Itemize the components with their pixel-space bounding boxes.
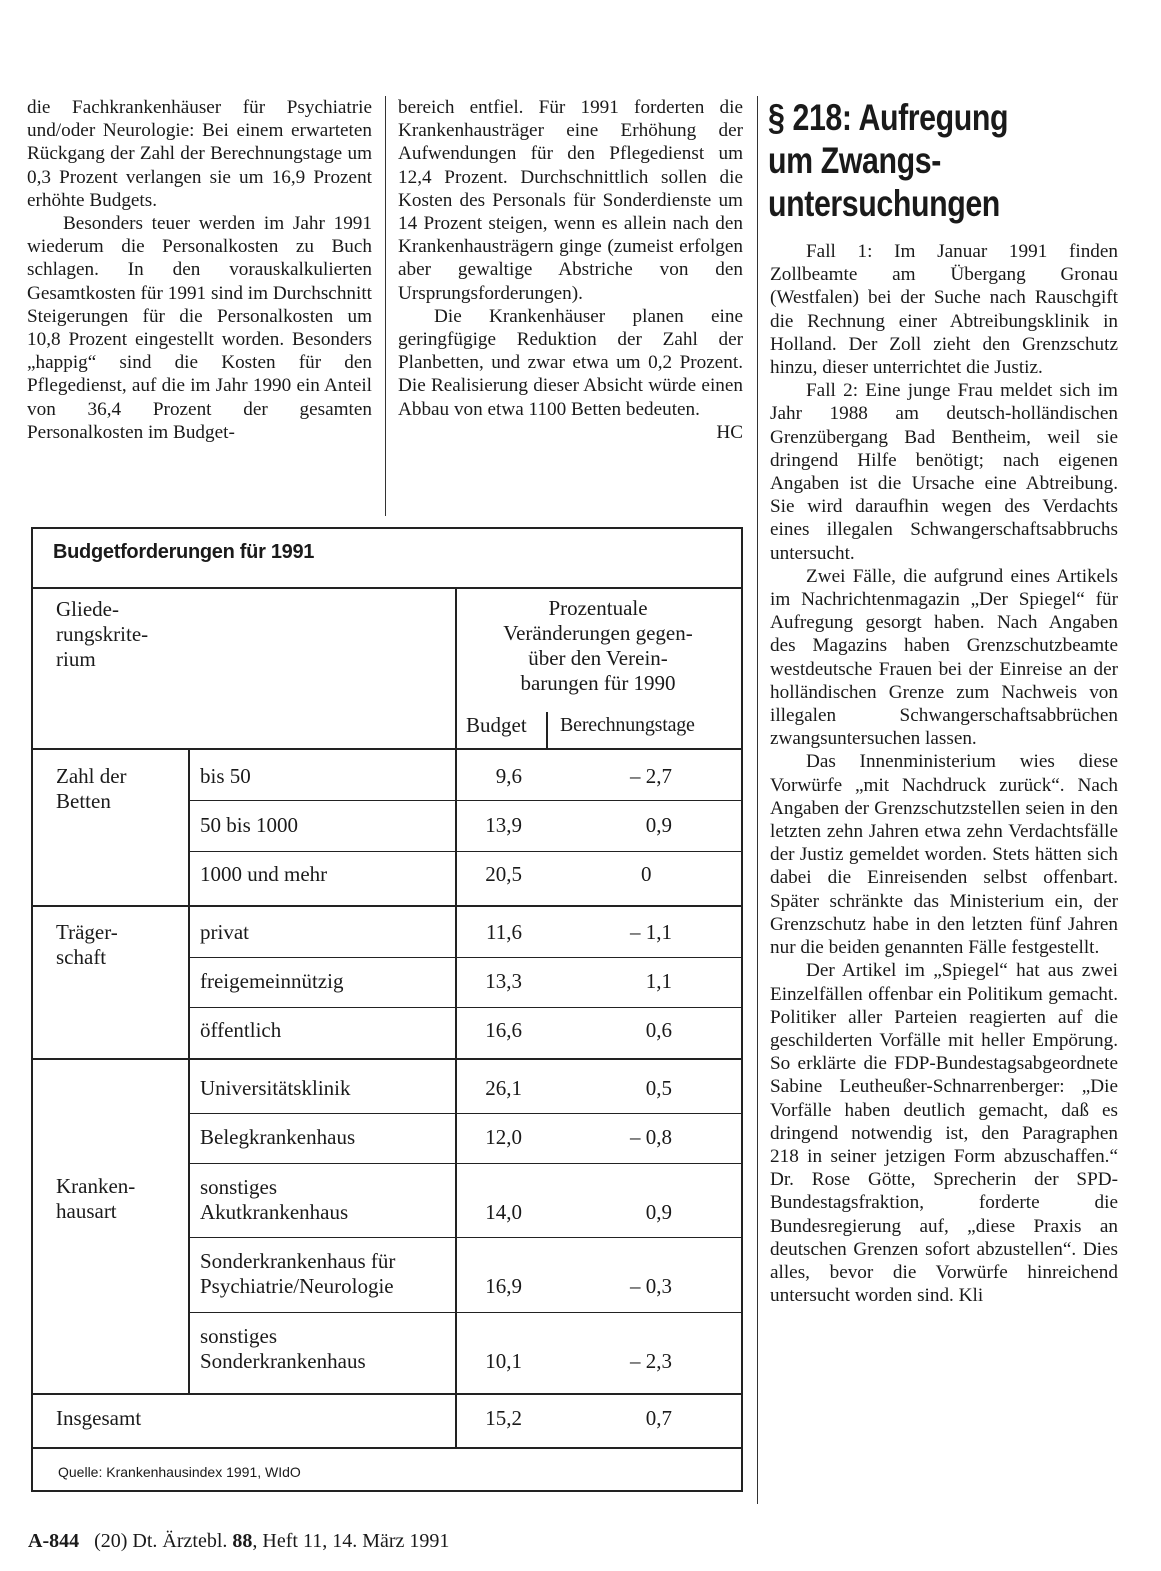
paragraph: Der Artikel im „Spiegel“ hat aus zwei Einzelfällen offenbar ein Politikum gemacht. Politiker aller Parteien reagierten auf die geschilderten Vorfälle mit heller Empörung. So erklärte die FDP-Bundestagsabgeordnete Sabine Leutheußer-Schnarrenberger: „Die Vorfälle haben deutlich gemacht, daß es dringend notwendig ist, den Paragraphen 218 in seiner jetzigen Form abzuschaffen.“ Dr. Rose Götte, Sprecherin der SPD-Bundestagsfraktion, forderte die Bundesregierung auf, „diese Praxis an deutschen Grenzen sofort abzustellen“. Dies alles, bevor die Vorwürfe hinreichend untersucht worden sind. Kli	[770, 960, 1118, 1307]
budget-value: 20,5	[485, 862, 522, 886]
article-column-3	[770, 240, 1118, 1307]
budget-value: 11,6	[486, 920, 522, 944]
days-value: – 2,7	[630, 764, 672, 788]
table-rule	[188, 1113, 743, 1114]
row-label: 50 bis 1000	[200, 813, 299, 837]
headline-line: um Zwangs-	[768, 140, 941, 181]
criterion-header: Gliede- rungskrite- rium	[56, 597, 149, 671]
days-value: 0,9	[645, 813, 672, 837]
volume-number: 88	[232, 1530, 253, 1552]
table-rule	[31, 1447, 743, 1449]
paragraph: bereich entfiel. Für 1991 forderten die Krankenhausträger eine Erhöhung der Aufwendungen für den Pflegedienst um 12,4 Prozent. Durchschnittlich sollen die Kosten des Personals für Sonderdienste um 14 Prozent steigen, wenn es allein nach den Krankenhausträgern ginge (zumeist erfolgen aber gewaltige Abstriche von den Ursprungsforderungen).	[398, 97, 743, 304]
total-budget: 15,2	[485, 1406, 522, 1430]
row-label: privat	[200, 920, 249, 944]
paragraph: die Fachkrankenhäuser für Psychiatrie und/oder Neurologie: Bei einem erwarteten Rückgang der Zahl der Berechnungstage um 0,3 Prozent verlangen sie um 16,9 Prozent erhöhte Budgets.	[27, 97, 372, 211]
days-value: – 1,1	[630, 920, 672, 944]
row-label: Sonderkrankenhaus für Psychiatrie/Neurologie	[200, 1249, 396, 1298]
paragraph: Das Innenministerium wies diese Vorwürfe „mit Nachdruck zurück“. Nach Angaben der Grenzschutzstellen seien in den letzten zehn Jahren etwa zehn Verdachtsfälle der Justiz gemeldet worden. Stets hätten sich dabei die Einreisenden selbst offenbart. Später schränkte das Ministerium ein, der Grenzschutz habe in den letzten fünf Jahren nur die beiden genannten Fälle festgestellt.	[770, 751, 1118, 959]
budget-value: 10,1	[485, 1349, 522, 1373]
table-rule	[31, 1058, 743, 1060]
budget-column-header: Budget	[466, 713, 527, 737]
budget-value: 12,0	[485, 1125, 522, 1149]
table-rule	[31, 1393, 743, 1395]
issue-suffix: , Heft 11, 14. März 1991	[252, 1530, 450, 1552]
table-rule	[188, 1007, 743, 1008]
table-rule	[546, 712, 548, 748]
page-footer	[28, 1530, 449, 1553]
days-value: 0,9	[645, 1200, 672, 1224]
paragraph: Fall 1: Im Januar 1991 finden Zollbeamte am Übergang Gronau (Westfalen) bei der Suche nach Rauschgift die Rechnung einer Abtreibungsklinik in Holland. Der Zoll zieht den Grenzschutz hinzu, dieser unterrichtet die Justiz.	[770, 241, 1118, 379]
group-label-hospital-type: Kranken- hausart	[56, 1174, 136, 1223]
days-value: 0	[641, 862, 652, 886]
article-column-1	[27, 96, 372, 444]
budget-value: 14,0	[485, 1200, 522, 1224]
table-source: Quelle: Krankenhausindex 1991, WIdO	[58, 1464, 301, 1480]
row-label: bis 50	[200, 764, 251, 788]
table-rule	[188, 1312, 743, 1313]
days-column-header: Berechnungstage	[560, 714, 695, 736]
days-value: – 2,3	[630, 1349, 672, 1373]
budget-value: 13,9	[485, 813, 522, 837]
row-label: sonstiges Akutkrankenhaus	[200, 1175, 349, 1224]
paragraph: Fall 2: Eine junge Frau meldet sich im Jahr 1988 am deutsch-holländischen Grenzübergang Bad Bentheim, weil sie dringend Hilfe benötigt; nach eigenen Angaben ist die Ursache eine Abtreibung. Sie wird daraufhin wegen des Verdachts eines illegalen Schwangerschaftsabbruchs untersucht.	[770, 380, 1118, 564]
column-rule	[757, 96, 758, 1504]
article-column-2	[398, 96, 743, 444]
row-label: Belegkrankenhaus	[200, 1125, 356, 1149]
paragraph: Zwei Fälle, die aufgrund eines Artikels im Nachrichtenmagazin „Der Spiegel“ für Aufregung gesorgt haben. Nach Angaben des Magazins haben Grenzschutzbeamte westdeutsche Frauen bei der Einreise an der holländischen Grenze zum Nachweis von illegalen Schwangerschaftsabbrüchen zwangsuntersuchen lassen.	[770, 565, 1118, 750]
days-value: 1,1	[645, 969, 672, 993]
days-value: 0,5	[645, 1076, 672, 1100]
column-rule	[385, 96, 386, 516]
table-rule	[188, 749, 190, 1394]
headline-line: § 218: Aufregung	[768, 97, 1009, 138]
group-label-ownership: Träger- schaft	[56, 920, 118, 969]
days-value: – 0,8	[630, 1125, 672, 1149]
paragraph-text: Die Krankenhäuser planen eine geringfügige Reduktion der Zahl der Planbetten, und zwar etwa um 0,2 Prozent. Die Realisierung dieser Absicht würde einen Abbau von etwa 1100 Betten bedeuten.	[398, 305, 743, 420]
days-value: – 0,3	[630, 1274, 672, 1298]
row-label: Universitätsklinik	[200, 1076, 351, 1100]
budget-value: 16,6	[485, 1018, 522, 1042]
table-rule	[188, 800, 743, 801]
article-headline	[768, 96, 1063, 225]
paragraph	[398, 305, 743, 443]
table-rule	[188, 851, 743, 852]
budget-value: 16,9	[485, 1274, 522, 1298]
table-rule	[188, 957, 743, 958]
table-rule	[188, 1237, 743, 1238]
row-label: 1000 und mehr	[200, 862, 328, 886]
row-label: öffentlich	[200, 1018, 282, 1042]
budget-value: 13,3	[485, 969, 522, 993]
total-label: Insgesamt	[56, 1406, 142, 1430]
page-code: A-844	[28, 1530, 80, 1552]
issue-prefix: (20) Dt. Ärztebl.	[94, 1530, 228, 1552]
author-signature: HC	[716, 421, 743, 443]
paragraph: Besonders teuer werden im Jahr 1991 wiederum die Personalkosten zu Buch schlagen. In den vorauskalkulierten Gesamtkosten für 1991 sind im Durchschnitt Steigerungen für die Personalkosten um 10,8 Prozent eingestellt worden. Besonders „happig“ sind die Kosten für den Pflegedienst, auf die im Jahr 1990 ein Anteil von 36,4 Prozent der gesamten Personalkosten im Budget-	[27, 213, 372, 443]
table-rule	[31, 748, 743, 750]
budget-value: 9,6	[495, 764, 522, 788]
group-label-beds: Zahl der Betten	[56, 764, 127, 813]
row-label: sonstiges Sonderkrankenhaus	[200, 1324, 366, 1373]
table-rule	[31, 587, 743, 589]
table-rule	[188, 1163, 743, 1164]
total-days: 0,7	[645, 1406, 672, 1430]
table-rule	[31, 905, 743, 907]
change-header: Prozentuale Veränderungen gegen- über den Verein- barungen für 1990	[503, 596, 693, 695]
table-title: Budgetforderungen für 1991	[53, 541, 315, 563]
headline-line: untersuchungen	[768, 183, 1000, 224]
row-label: freigemeinnützig	[200, 969, 344, 993]
days-value: 0,6	[645, 1018, 672, 1042]
budget-value: 26,1	[485, 1076, 522, 1100]
